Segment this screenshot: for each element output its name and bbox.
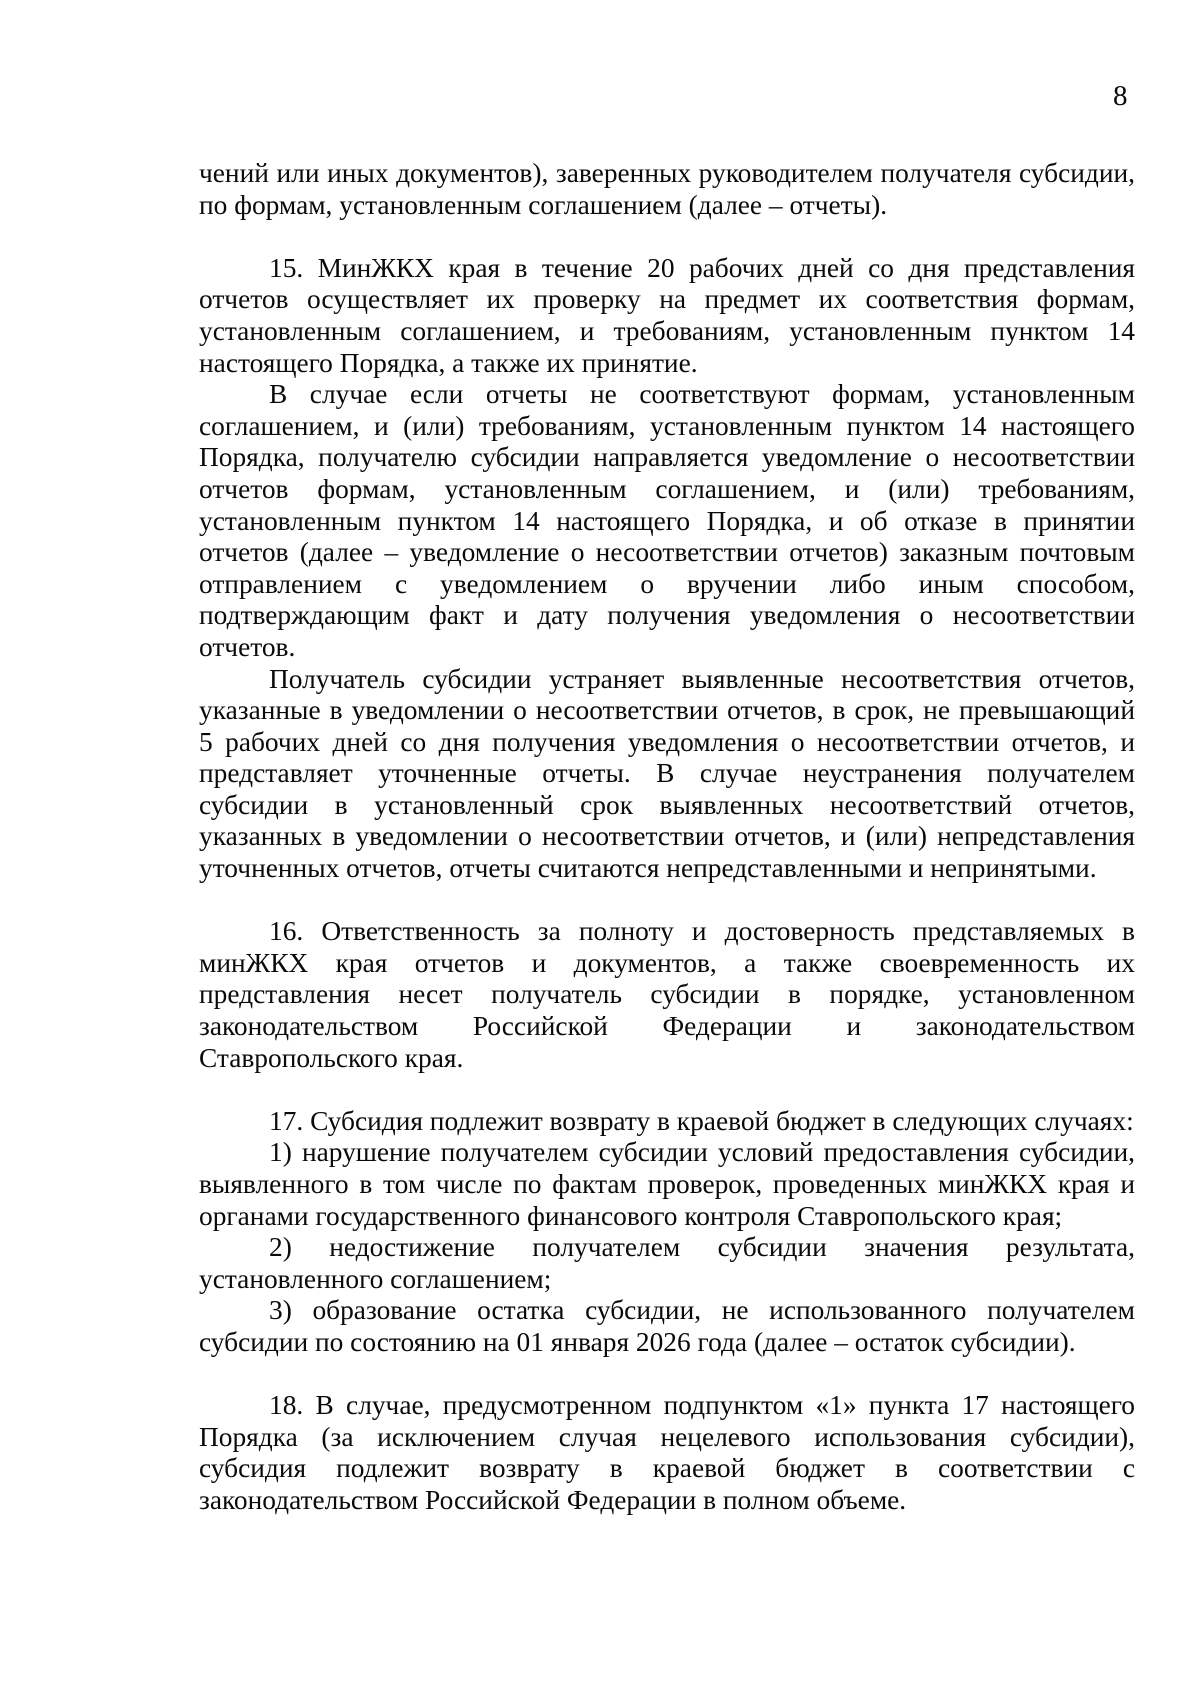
paragraph-item-16: 16. Ответственность за полноту и достоверность представляемых в минЖКХ края отчетов и документов, а также своевременность их представления несет получатель субсидии в порядке, установленном законодательством Российской Федерации и законодательством Ставропольского края. xyxy=(199,916,1135,1073)
paragraph-item-17-3: 3) образование остатка субсидии, не использованного получателем субсидии по состоянию на 01 января 2026 года (далее – остаток субсидии). xyxy=(199,1295,1135,1357)
document-body xyxy=(199,158,1135,1517)
paragraph-continuation: чений или иных документов), заверенных руководителем получателя субсидии, по формам, установленным соглашением (далее – отчеты). xyxy=(199,158,1135,220)
paragraph-nonconformity-notice: В случае если отчеты не соответствуют формам, установленным соглашением, и (или) требованиям, установленным пунктом 14 настоящего Порядка, получателю субсидии направляется уведомление о несоответствии отчетов формам, установленным соглашением, и (или) требованиям, установленным пунктом 14 настоящего Порядка, и об отказе в принятии отчетов (далее – уведомление о несоответствии отчетов) заказным почтовым отправлением с уведомлением о вручении либо иным способом, подтверждающим факт и дату получения уведомления о несоответствии отчетов. xyxy=(199,379,1135,662)
paragraph-gap xyxy=(199,221,1135,253)
paragraph-item-18: 18. В случае, предусмотренном подпунктом «1» пункта 17 настоящего Порядка (за исключением случая нецелевого использования субсидии), субсидия подлежит возврату в краевой бюджет в соответствии с законодательством Российской Федерации в полном объеме. xyxy=(199,1390,1135,1515)
paragraph-item-17-2: 2) недостижение получателем субсидии значения результата, установленного соглашением; xyxy=(199,1232,1135,1294)
paragraph-item-17-1: 1) нарушение получателем субсидии условий предоставления субсидии, выявленного в том числе по фактам проверок, проведенных минЖКХ края и органами государственного финансового контроля Ставропольского края; xyxy=(199,1137,1135,1231)
paragraph-correction: Получатель субсидии устраняет выявленные несоответствия отчетов, указанные в уведомлении о несоответствии отчетов, в срок, не превышающий 5 рабочих дней со дня получения уведомления о несоответствии отчетов, и представляет уточненные отчеты. В случае неустранения получателем субсидии в установленный срок выявленных несоответствий отчетов, указанных в уведомлении о несоответствии отчетов, и (или) непредставления уточненных отчетов, отчеты считаются непредставленными и непринятыми. xyxy=(199,663,1135,884)
paragraph-gap xyxy=(199,885,1135,917)
page-number: 8 xyxy=(1113,80,1128,112)
paragraph-gap xyxy=(199,1074,1135,1106)
paragraph-item-17: 17. Субсидия подлежит возврату в краевой бюджет в следующих случаях: xyxy=(269,1105,1134,1136)
paragraph-item-15: 15. МинЖКХ края в течение 20 рабочих дней со дня представления отчетов осуществляет их проверку на предмет их соответствия формам, установленным соглашением, и требованиям, установленным пунктом 14 настоящего Порядка, а также их принятие. xyxy=(199,252,1135,378)
paragraph-gap xyxy=(199,1359,1135,1391)
